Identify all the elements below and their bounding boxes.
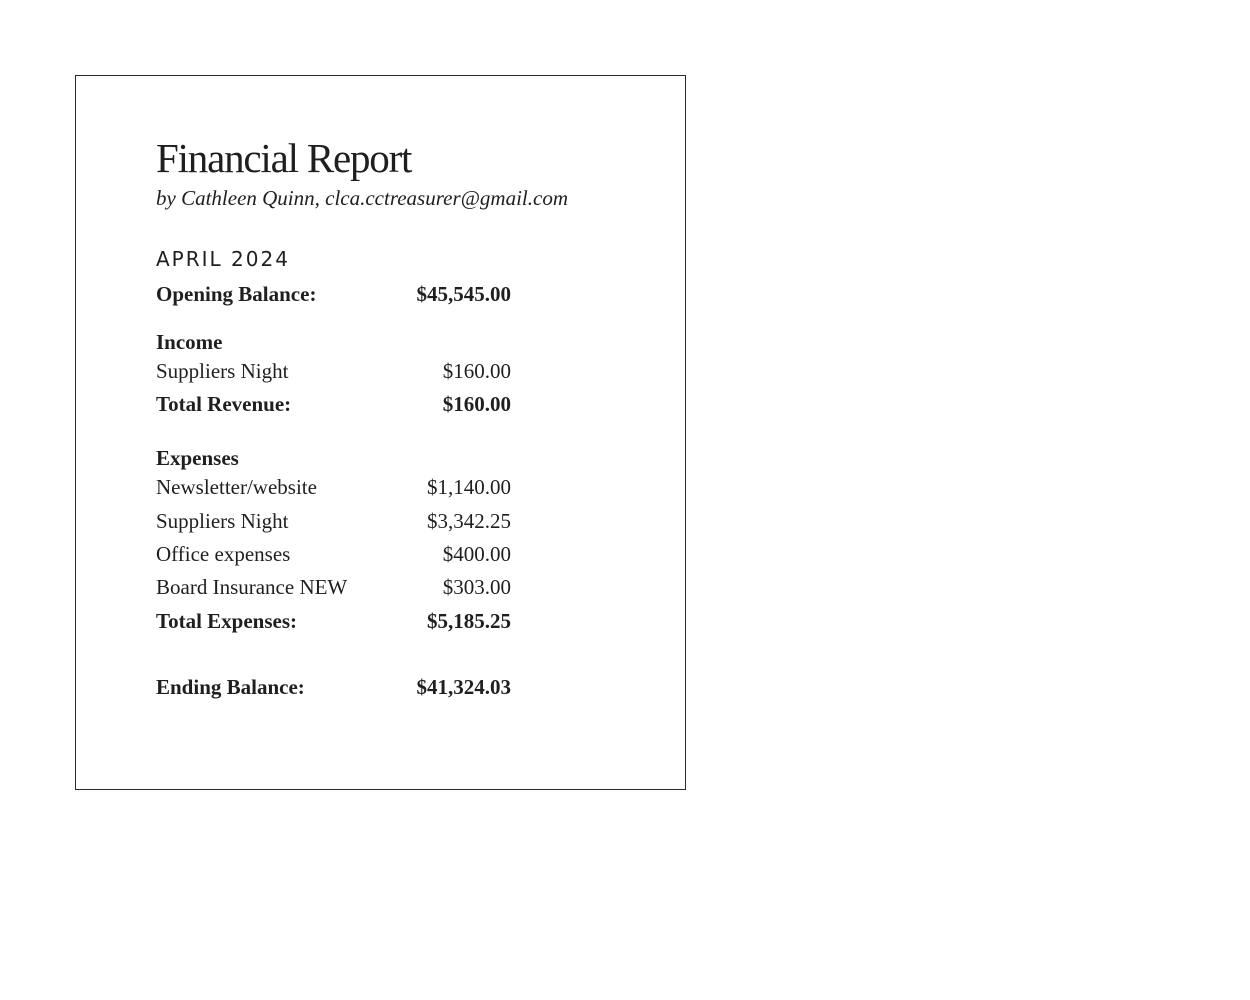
report-period: APRIL 2024 [156,247,290,271]
expense-item-amount: $400.00 [442,542,511,566]
opening-balance-label: Opening Balance: [156,282,317,306]
expense-row [156,540,511,568]
income-item-label: Suppliers Night [156,359,289,383]
report-byline: by Cathleen Quinn, clca.cctreasurer@gmail.com [156,186,569,210]
expense-row [156,507,511,535]
opening-balance-amount: $45,545.00 [416,282,511,306]
expense-item-amount: $1,140.00 [427,475,511,499]
ending-balance-amount: $41,324.03 [416,675,511,699]
ending-balance-row [156,673,511,701]
expense-item-label: Suppliers Night [156,509,289,533]
total-expenses-label: Total Expenses: [156,609,298,633]
expenses-heading: Expenses [156,446,239,470]
total-revenue-amount: $160.00 [442,392,511,416]
total-expenses-amount: $5,185.25 [427,609,511,633]
expense-row [156,573,511,601]
total-expenses-row [156,607,511,635]
ending-balance-label: Ending Balance: [156,675,305,699]
expense-item-label: Board Insurance NEW [156,575,348,599]
financial-report-card [75,75,686,790]
report-title: Financial Report [156,135,412,181]
expense-item-label: Newsletter/website [156,475,317,499]
income-item-amount: $160.00 [442,359,511,383]
total-revenue-row [156,390,511,418]
income-heading: Income [156,330,223,354]
opening-balance-row [156,280,511,308]
expense-item-amount: $303.00 [442,575,511,599]
expense-item-label: Office expenses [156,542,291,566]
total-revenue-label: Total Revenue: [156,392,292,416]
expense-item-amount: $3,342.25 [427,509,511,533]
income-row [156,357,511,385]
expense-row [156,473,511,501]
